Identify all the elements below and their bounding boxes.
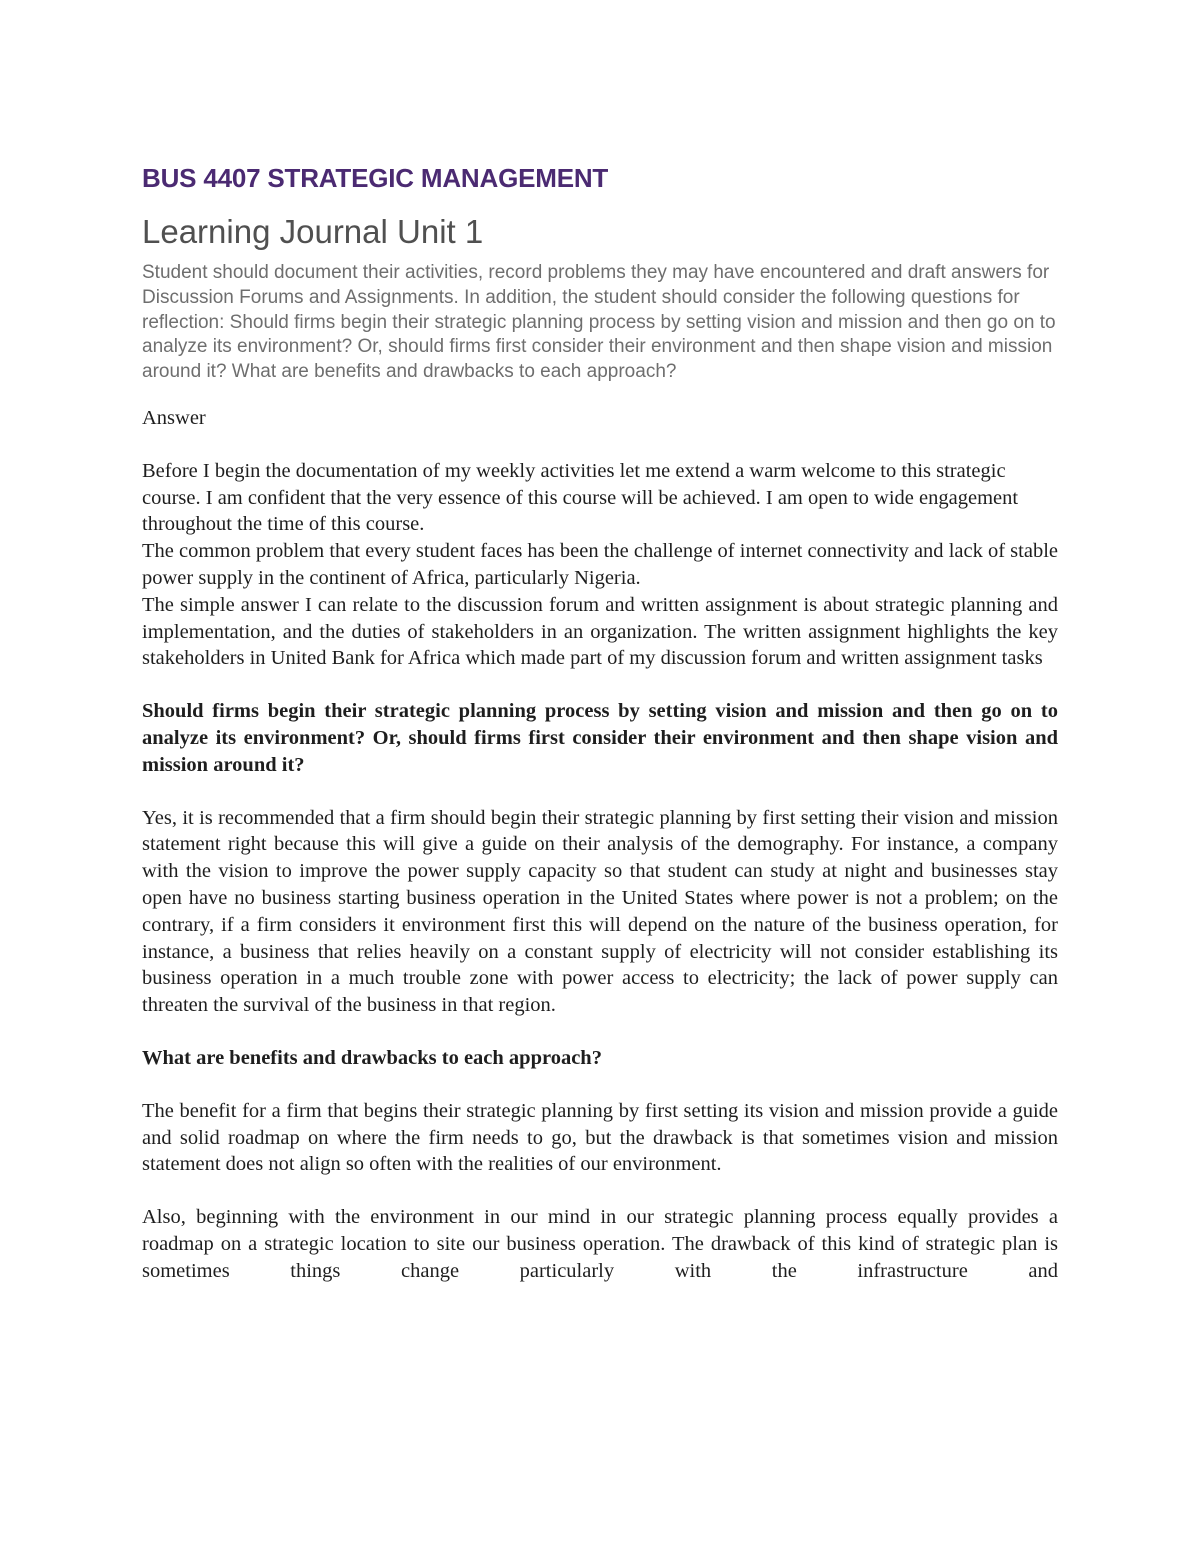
answer-paragraph-problem: The common problem that every student faces has been the challenge of internet connectivity and lack of stable power supply in the continent of Africa, particularly Nigeria. xyxy=(142,540,1058,589)
intro-paragraph: Student should document their activities, record problems they may have encountered and draft answers for Discussion Forums and Assignments. In addition, the student should consider the following questions for reflection: Should firms begin their strategic planning process by setting vision and mission and then go on to analyze its environment? Or, should firms first consider their environment and then shape vision and mission around it? What are benefits and drawbacks to each approach? xyxy=(142,262,1056,383)
answer-2a-paragraph: The benefit for a firm that begins their strategic planning by first setting its vision and mission provide a guide and solid roadmap on where the firm needs to go, but the drawback is that sometimes vision and mission statement does not align so often with the realities of our environment. xyxy=(142,1099,1058,1176)
answer-label: Answer xyxy=(142,406,206,429)
document-page xyxy=(142,160,1058,1285)
answer-paragraph-summary: The simple answer I can relate to the discussion forum and written assignment is about strategic planning and implementation, and the duties of stakeholders in an organization. The written assignment highlights the key stakeholders in United Bank for Africa which made part of my discussion forum and written assignment tasks xyxy=(142,593,1058,670)
answer-section xyxy=(142,458,1058,672)
question-2-heading: What are benefits and drawbacks to each approach? xyxy=(142,1046,602,1069)
journal-title: Learning Journal Unit 1 xyxy=(142,213,484,250)
course-title: BUS 4407 STRATEGIC MANAGEMENT xyxy=(142,163,609,193)
answer-paragraph-welcome: Before I begin the documentation of my weekly activities let me extend a warm welcome to this strategic course. I am confident that the very essence of this course will be achieved. I am open to wide engagement throughout the time of this course. xyxy=(142,459,1019,536)
answer-2b-paragraph: Also, beginning with the environment in our mind in our strategic planning process equally provides a roadmap on a strategic location to site our business operation. The drawback of this kind of strategic plan is sometimes things change particularly with the infrastructure and xyxy=(142,1206,1058,1282)
question-1-heading: Should firms begin their strategic planning process by setting vision and mission and then go on to analyze its environment? Or, should firms first consider their environment and then shape vision and mission around it? xyxy=(142,700,1058,776)
answer-1-paragraph: Yes, it is recommended that a firm should begin their strategic planning by first setting their vision and mission statement right because this will give a guide on their analysis of the demography. For instance, a company with the vision to improve the power supply capacity so that student can study at night and businesses stay open have no business starting business operation in the United States where power is not a problem; on the contrary, if a firm considers it environment first this will depend on the nature of the business operation, for instance, a business that relies heavily on a constant supply of electricity will not consider establishing its business operation in a much trouble zone with power access to electricity; the lack of power supply can threaten the survival of the business in that region. xyxy=(142,806,1058,1017)
